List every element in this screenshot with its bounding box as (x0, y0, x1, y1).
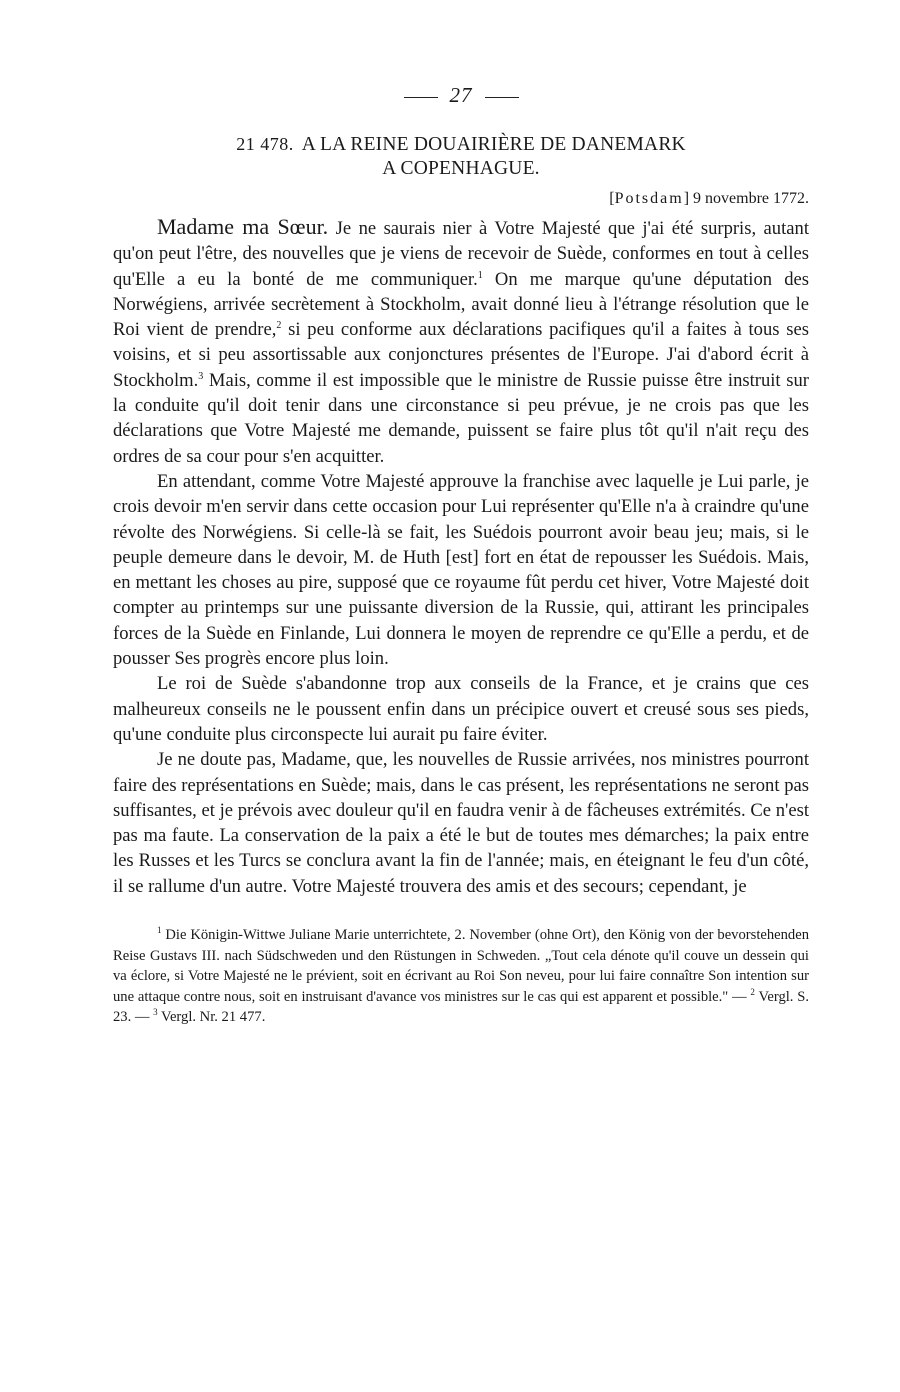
paragraph-1-part-b: On me marque qu'une députation des Norwégiens, arrivée secrètement à Stockholm, avait donné lieu à l'étrange résolution que le Roi vient de prendre, (113, 268, 809, 341)
footnote-ref-3: 3 (198, 370, 204, 382)
page-number: 27 (449, 83, 473, 107)
left-dash (404, 97, 438, 98)
footnote-ref-1: 1 (477, 269, 483, 281)
right-dash (485, 97, 519, 98)
letter-number: 21 478. (236, 134, 294, 154)
footnote-mark-1: 1 (157, 925, 162, 936)
footnote-ref-2: 2 (276, 320, 282, 332)
letter-title-line1: A LA REINE DOUAIRIÈRE DE DANEMARK (301, 134, 686, 155)
letter-body (113, 214, 809, 899)
date-rest: ] 9 novembre 1772. (683, 190, 809, 207)
date-place: Potsdam (614, 190, 684, 207)
dateline (113, 189, 809, 209)
footnote-text-1: Die Königin-Wittwe Juliane Marie unterrichtete, 2. November (ohne Ort), den König von der bevorstehenden Reise Gustavs III. nach Südschweden und den Rüstungen in Schweden. „Tout cela dénote qu'il couve un dessein qui va éclore, si Votre Majesté ne le prévient, soit en écrivant au Roi Son neveu, pour lui faire connaître Son intention sur une attaque contre nous, soit en instruisant d'avance vos ministres sur le cas qui est apparent et possible." — (113, 927, 809, 1005)
paragraph-2: En attendant, comme Votre Majesté approuve la franchise avec laquelle je Lui parle, je crois devoir m'en servir dans cette occasion pour Lui représenter qu'Elle n'a à craindre qu'une révolte des Norwégiens. Si celle-là se fait, les Suédois pourront avoir beau jeu; mais, si le peuple demeure dans le devoir, M. de Huth [est] fort en état de repousser les Suédois. Mais, en mettant les choses au pire, supposé que ce royaume fût perdu cet hiver, Votre Majesté doit compter au printemps sur une puissante diversion de la Russie, qui, attirant les principales forces de la Suède en Finlande, Lui donnera le moyen de reprendre ce qu'Elle a perdu, et de pousser Ses progrès encore plus loin. (113, 470, 809, 670)
paragraph-1-part-c: si peu conforme aux déclarations pacifiques qu'il a faites à tous ses voisins, et si peu assortissable aux conjonctures présentes de l'Europe. J'ai d'abord écrit à Stockholm. (113, 319, 810, 391)
paragraph-1-part-d: Mais, comme il est impossible que le ministre de Russie puisse être instruit sur la conduite qu'il doit tenir dans une circonstance si peu prévue, je ne crois pas que les déclarations que Votre Majesté me demande, puissent se faire plus tôt qu'il n'ait reçu des ordres de sa cour pour s'en acquitter. (113, 369, 809, 467)
footnote-text-3: Vergl. Nr. 21 477. (157, 1009, 266, 1026)
letter-title-line2: A COPENHAGUE. (382, 158, 540, 179)
page-number-line (113, 80, 809, 110)
paragraph-3: Le roi de Suède s'abandonne trop aux conseils de la France, et je crains que ces malheureux conseils ne le poussent enfin dans un précipice ouvert et creusé sous ses pieds, qu'une conduite plus circonspecte lui aurait pu faire éviter. (113, 673, 809, 745)
letter-heading (113, 132, 809, 181)
footnote-mark-2: 2 (750, 986, 755, 997)
heading-line-1 (113, 132, 809, 157)
footnote-mark-3: 3 (153, 1007, 158, 1018)
footnote-block (113, 925, 809, 1028)
paragraph-4: Je ne doute pas, Madame, que, les nouvelles de Russie arrivées, nos ministres pourront faire des représentations en Suède; mais, dans le cas présent, les représentations ne seront pas suffisantes, et je prévois avec douleur qu'il en faudra venir à de fâcheuses extrémités. Ce n'est pas ma faute. La conservation de la paix a été le but de toutes mes démarches; la paix entre les Russes et les Turcs se conclura avant la fin de l'année; mais, en éteignant le feu d'un côté, il se rallume d'un autre. Votre Majesté trouvera des amis et des secours; cependant, je (113, 749, 809, 897)
footnote-text-2: Vergl. S. 23. — (113, 988, 809, 1026)
footnotes (113, 925, 809, 1028)
salutation: Madame ma Sœur. (157, 214, 329, 239)
document-page (113, 80, 809, 1028)
date-open-bracket: [ (609, 190, 615, 207)
paragraph-1-part-a: Je ne saurais nier à Votre Majesté que j'ai été surpris, autant qu'on peut l'être, des nouvelles que je viens de recevoir de Suède, conformes en tout à celles qu'Elle a eu la bonté de me communiquer. (113, 218, 809, 290)
paragraph-1 (113, 214, 809, 469)
